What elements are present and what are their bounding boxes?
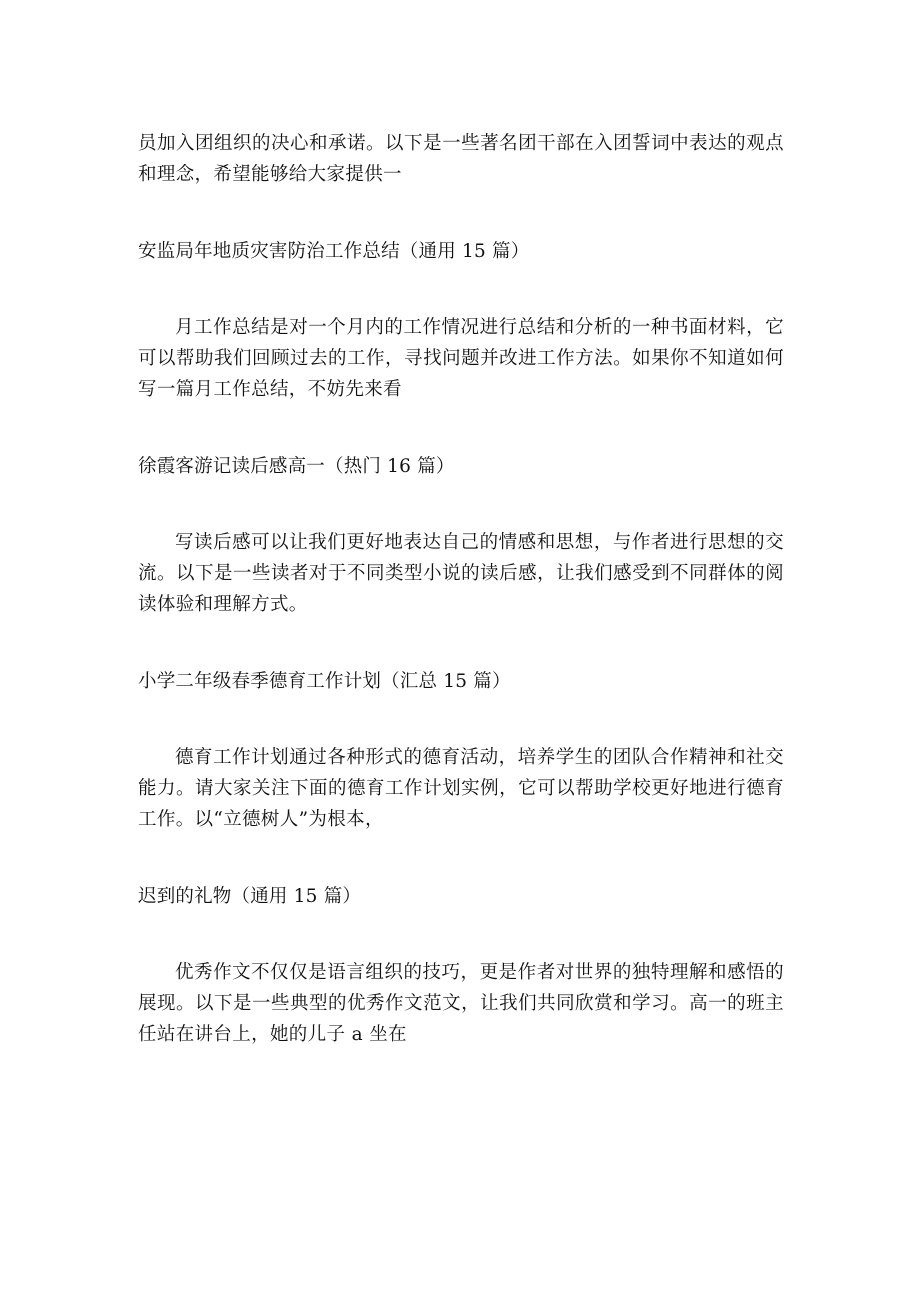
article-summary-1: 月工作总结是对一个月内的工作情况进行总结和分析的一种书面材料，它可以帮助我们回顾过去的工作，寻找问题并改进工作方法。如果你不知道如何写一篇月工作总结，不妨先来看 [138,317,784,400]
article-summary-2: 写读后感可以让我们更好地表达自己的情感和思想，与作者进行思想的交流。以下是一些读者对于不同类型小说的读后感，让我们感受到不同群体的阅读体验和理解方式。 [138,532,784,615]
article-summary-3: 德育工作计划通过各种形式的德育活动，培养学生的团队合作精神和社交能力。请大家关注下面的德育工作计划实例，它可以帮助学校更好地进行德育工作。以“立德树人”为根本， [138,747,784,830]
article-summary-4: 优秀作文不仅仅是语言组织的技巧，更是作者对世界的独特理解和感悟的展现。以下是一些典型的优秀作文范文，让我们共同欣赏和学习。高一的班主任站在讲台上，她的儿子 a 坐在 [138,962,784,1045]
article-title-3[interactable]: 小学二年级春季德育工作计划（汇总 15 篇） [138,671,511,692]
document-body [138,128,784,1050]
article-title-4[interactable]: 迟到的礼物（通用 15 篇） [138,886,362,907]
paragraph-intro: 员加入团组织的决心和承诺。以下是一些著名团干部在入团誓词中表达的观点和理念，希望能够给大家提供一 [138,133,784,185]
article-title-1[interactable]: 安监局年地质灾害防治工作总结（通用 15 篇） [138,241,530,262]
article-title-2[interactable]: 徐霞客游记读后感高一（热门 16 篇） [138,456,455,477]
